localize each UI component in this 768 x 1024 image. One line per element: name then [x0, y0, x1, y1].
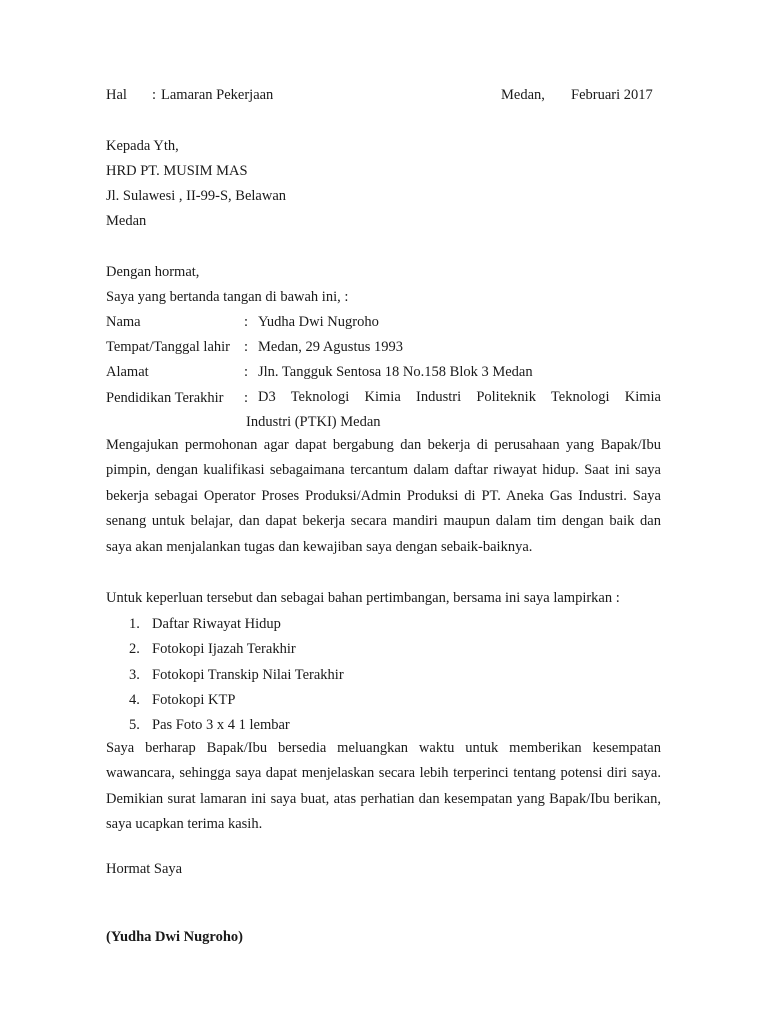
- alamat-value: Jln. Tangguk Sentosa 18 No.158 Blok 3 Medan: [258, 364, 533, 380]
- pendidikan-label: Pendidikan Terakhir: [106, 390, 224, 406]
- attachment-list: [106, 612, 661, 738]
- list-item-number: 3.: [129, 666, 140, 683]
- nama-label: Nama: [106, 314, 141, 330]
- list-item-text: Pas Foto 3 x 4 1 lembar: [152, 717, 290, 734]
- list-item: [106, 637, 661, 662]
- signature-name: (Yudha Dwi Nugroho): [106, 929, 243, 945]
- alamat-separator: :: [244, 364, 249, 380]
- list-item-number: 4.: [129, 691, 140, 708]
- body-paragraph-1: Mengajukan permohonan agar dapat bergabung dan bekerja di perusahaan yang Bapak/Ibu pimpin, dengan kualifikasi sebagaimana tercantum dalam daftar riwayat hidup. Saat ini saya bekerja sebagai Operator Proses Produksi/Admin Produksi di PT. Aneka Gas Industri. Saya senang untuk belajar, dan dapat bekerja secara mandiri maupun dalam tim dengan baik dan saya akan menjalankan tugas dan kewajiban saya dengan sebaik-baiknya.: [106, 437, 661, 555]
- greeting: Dengan hormat,: [106, 264, 200, 280]
- ttl-label: Tempat/Tanggal lahir: [106, 339, 230, 355]
- list-item-number: 2.: [129, 641, 140, 658]
- ttl-value: Medan, 29 Agustus 1993: [258, 339, 403, 355]
- list-item-text: Daftar Riwayat Hidup: [152, 616, 281, 632]
- ttl-separator: :: [244, 339, 249, 355]
- letter-city: Medan,: [501, 87, 545, 103]
- list-item-number: 1.: [129, 616, 140, 632]
- recipient-company: HRD PT. MUSIM MAS: [106, 163, 248, 179]
- pendidikan-separator: :: [244, 390, 249, 406]
- pendidikan-value-line2: Industri (PTKI) Medan: [246, 414, 381, 430]
- list-item-text: Fotokopi Ijazah Terakhir: [152, 641, 296, 658]
- subject-label: Hal: [106, 87, 127, 103]
- list-item-text: Fotokopi Transkip Nilai Terakhir: [152, 666, 344, 683]
- closing: Hormat Saya: [106, 861, 183, 877]
- pendidikan-value-line1: D3 Teknologi Kimia Industri Politeknik Teknologi Kimia: [258, 389, 661, 405]
- list-item: [106, 688, 661, 713]
- body-paragraph-3: Saya berharap Bapak/Ibu bersedia meluangkan waktu untuk memberikan kesempatan wawancara, sehingga saya dapat menjelaskan secara lebih terperinci tentang potensi diri saya. Demikian surat lamaran ini saya buat, atas perhatian dan kesempatan yang Bapak/Ibu berikan, saya ucapkan terima kasih.: [106, 740, 661, 833]
- list-item: [106, 663, 661, 688]
- subject-colon: :: [152, 87, 157, 103]
- pendidikan-value: [246, 385, 661, 435]
- subject-value: Lamaran Pekerjaan: [161, 87, 274, 103]
- intro-text: Saya yang bertanda tangan di bawah ini, :: [106, 289, 349, 305]
- list-item: [106, 713, 661, 738]
- nama-separator: :: [244, 314, 249, 330]
- body-paragraph-2: Untuk keperluan tersebut dan sebagai bahan pertimbangan, bersama ini saya lampirkan :: [106, 590, 620, 606]
- recipient-street: Jl. Sulawesi , II-99-S, Belawan: [106, 188, 287, 204]
- letter-date: Februari 2017: [571, 87, 653, 103]
- recipient-city: Medan: [106, 213, 147, 229]
- list-item: [106, 612, 661, 637]
- list-item-text: Fotokopi KTP: [152, 691, 236, 708]
- recipient-salutation: Kepada Yth,: [106, 138, 179, 154]
- nama-value: Yudha Dwi Nugroho: [258, 314, 379, 330]
- list-item-number: 5.: [129, 717, 140, 734]
- alamat-label: Alamat: [106, 364, 149, 380]
